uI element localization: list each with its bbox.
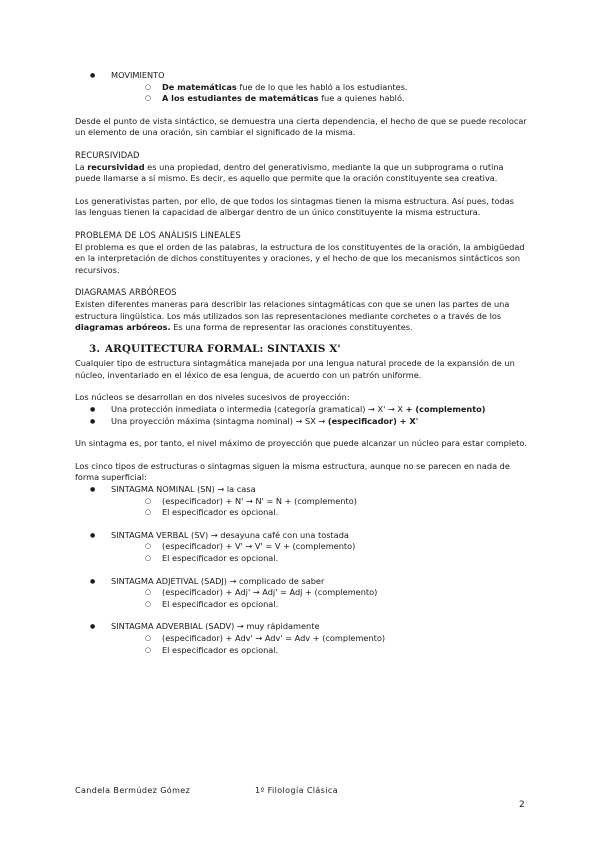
paragraph-movimiento: Desde el punto de vista sintáctico, se demuestra una cierta dependencia, el hecho de que se puede recolocar un elemento de una oración, sin cambiar el significado de la misma.	[75, 115, 527, 138]
sintagma-sublist	[111, 541, 527, 564]
text-run: Una proyección máxima (sintagma nominal) → SX →	[111, 415, 328, 426]
sintagma-item-adjetival	[75, 576, 527, 611]
section-title-3	[89, 344, 527, 356]
paragraph-sintagma: Un sintagma es, por tanto, el nivel máximo de proyección que puede alcanzar un núcleo para estar completo.	[75, 438, 527, 449]
sintagma-sublist	[111, 587, 527, 610]
spacer	[75, 219, 527, 230]
footer-author: Candela Bermúdez Gómez	[75, 786, 191, 795]
heading-problema: PROBLEMA DE LOS ANÁLISIS LINEALES	[75, 229, 241, 240]
movimiento-example	[145, 93, 527, 105]
bold-term: (especificador) + X'	[327, 415, 419, 426]
text-run: es una propiedad, dentro del generativismo, mediante la que un subprograma o rutina puede llamarse a sí mismo. Es decir, es aquello que permite que la oración constituyente sea creativa.	[75, 161, 504, 184]
sintagma-list	[75, 530, 527, 565]
sintagma-example: (SN) → la casa	[194, 484, 256, 495]
page-footer	[75, 786, 339, 795]
movimiento-list	[75, 70, 527, 105]
spacer	[75, 610, 527, 621]
section-title-text: ARQUITECTURA FORMAL: SINTAXIS X'	[105, 342, 341, 355]
sintagma-note: ○ El especificador es opcional.	[145, 645, 527, 657]
footer-course: 1º Filología Clásica	[255, 786, 339, 795]
paragraph-diagramas	[75, 299, 527, 334]
bold-term: diagramas arbóreos.	[75, 322, 171, 333]
nivel-item	[75, 404, 527, 416]
spacer	[75, 450, 527, 461]
niveles-list	[75, 404, 527, 427]
example-text: fue de lo que les habló a los estudiantes.	[236, 81, 408, 92]
sintagma-note: ○ El especificador es opcional.	[145, 507, 527, 519]
movimiento-label: MOVIMIENTO	[111, 70, 165, 80]
bold-term: recursividad	[87, 161, 145, 172]
paragraph-problema: El problema es que el orden de las palabras, la estructura de los constituyentes de la oración, la ambigüedad en la interpretación de dichos constituyentes y oraciones, y el hecho de que los mecanismos sintácticos son recursivos.	[75, 241, 525, 275]
text-run: La	[75, 161, 88, 172]
section-number: 3.	[89, 342, 101, 355]
sintagma-rule: ○ (especificador) + Adj' → Adj' = Adj + (complemento)	[145, 587, 527, 599]
page-number: 2	[519, 800, 525, 810]
document-page	[75, 70, 527, 656]
sintagma-name: SINTAGMA ADVERBIAL	[111, 621, 203, 632]
sintagma-note: ○ El especificador es opcional.	[145, 553, 527, 565]
nivel-item	[75, 416, 527, 428]
spacer	[75, 105, 527, 116]
sintagma-example: (SV) → desayuna café con una tostada	[188, 529, 349, 540]
sintagma-list	[75, 576, 527, 611]
sintagma-sublist	[111, 633, 527, 656]
sintagma-list	[75, 621, 527, 656]
sintagma-rule: ○ (especificador) + V' → V' = V + (complemento)	[145, 541, 527, 553]
text-run: Es una forma de representar las oraciones constituyentes.	[170, 322, 413, 333]
sintagma-item-nominal	[75, 484, 527, 519]
sintagma-list	[75, 484, 527, 519]
sintagma-name: SINTAGMA NOMINAL	[111, 484, 195, 495]
spacer	[75, 427, 527, 438]
text-run: Una protección inmediata o intermedia (categoría gramatical) → X' → X	[111, 404, 406, 415]
spacer	[75, 565, 527, 576]
paragraph-recursividad-1	[75, 162, 527, 185]
bold-term: + (complemento)	[405, 404, 486, 415]
spacer	[75, 276, 527, 287]
movimiento-examples	[111, 82, 527, 105]
sintagma-example: (SADJ) → complicado de saber	[198, 575, 325, 586]
paragraph-recursividad-2: Los generativistas parten, por ello, de que todos los sintagmas tienen la misma estructura. Así pues, todas las lenguas tienen la capacidad de albergar dentro de un único constituyente la misma estructura.	[75, 195, 515, 218]
sintagma-example: (SADV) → muy rápidamente	[202, 621, 320, 632]
example-bold: A los estudiantes de matemáticas	[162, 93, 319, 104]
heading-recursividad: RECURSIVIDAD	[75, 149, 140, 160]
text-run: Existen diferentes maneras para describir las relaciones sintagmáticas con que se unen las partes de una estructura lingüística. Los más utilizados son las representaciones mediante corchetes o a través de los	[75, 298, 510, 321]
paragraph-niveles: Los núcleos se desarrollan en dos niveles sucesivos de proyección:	[75, 392, 350, 403]
sintagma-name: SINTAGMA VERBAL	[111, 529, 189, 540]
spacer	[75, 519, 527, 530]
heading-diagramas: DIAGRAMAS ARBÓREOS	[75, 287, 177, 298]
sintagma-rule: ○ (especificador) + Adv' → Adv' = Adv + (complemento)	[145, 633, 527, 645]
sintagma-note: ○ El especificador es opcional.	[145, 599, 527, 611]
sintagma-item-adverbial	[75, 621, 527, 656]
movimiento-item	[75, 70, 527, 105]
example-text: fue a quienes habló.	[318, 93, 405, 104]
spacer	[75, 185, 527, 196]
sintagma-name: SINTAGMA ADJETIVAL	[111, 575, 199, 586]
spacer	[75, 139, 527, 150]
spacer	[75, 381, 527, 392]
sintagma-sublist	[111, 496, 527, 519]
example-bold: De matemáticas	[162, 81, 237, 92]
movimiento-example	[145, 82, 527, 94]
paragraph-estructura: Cualquier tipo de estructura sintagmática manejada por una lengua natural procede de la expansión de un núcleo, inventariado en el léxico de esa lengua, de acuerdo con un patrón uniforme.	[75, 358, 515, 380]
sintagma-item-verbal	[75, 530, 527, 565]
sintagma-rule: ○ (especificador) + N' → N' = N + (complemento)	[145, 496, 527, 508]
paragraph-cinco-tipos: Los cinco tipos de estructuras o sintagmas siguen la misma estructura, aunque no se parecen en nada de forma superficial:	[75, 460, 510, 483]
